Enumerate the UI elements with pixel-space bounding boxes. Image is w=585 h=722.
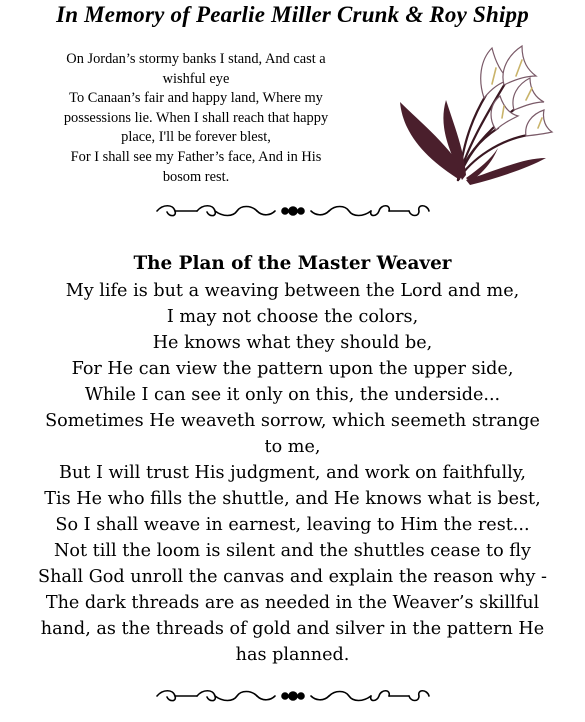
verse-line: bosom rest. bbox=[162, 168, 230, 185]
memorial-title: In Memory of Pearlie Miller Crunk & Roy Shipp bbox=[56, 2, 529, 27]
poem-line: He knows what they should be, bbox=[152, 333, 433, 353]
poem-title: The Plan of the Master Weaver bbox=[133, 253, 452, 274]
verse-line: wishful eye bbox=[162, 70, 230, 87]
scroll-divider-ornament-icon bbox=[0, 688, 585, 704]
scroll-divider-ornament-icon bbox=[0, 203, 585, 219]
poem-line: For He can view the pattern upon the upper side, bbox=[71, 359, 514, 379]
verse-line: On Jordan’s stormy banks I stand, And cast a bbox=[66, 51, 326, 67]
calla-lily-bouquet-icon bbox=[388, 40, 558, 190]
poem-line: So I shall weave in earnest, leaving to Him the rest... bbox=[55, 515, 530, 535]
poem bbox=[0, 250, 585, 668]
poem-line: Tis He who fills the shuttle, and He knows what is best, bbox=[44, 489, 541, 509]
poem-line: has planned. bbox=[235, 645, 350, 665]
verse-line: To Canaan’s fair and happy land, Where my bbox=[69, 90, 323, 107]
poem-line: Shall God unroll the canvas and explain the reason why - bbox=[38, 567, 547, 587]
poem-line: hand, as the threads of gold and silver in the pattern He bbox=[40, 619, 545, 639]
poem-line: to me, bbox=[264, 437, 321, 457]
poem-line: Not till the loom is silent and the shuttles cease to fly bbox=[54, 541, 531, 561]
poem-line: Sometimes He weaveth sorrow, which seemeth strange bbox=[45, 411, 540, 431]
verse-line: place, I'll be forever blest, bbox=[121, 129, 271, 146]
poem-line: But I will trust His judgment, and work on faithfully, bbox=[59, 463, 526, 483]
poem-line: I may not choose the colors, bbox=[166, 307, 419, 327]
verse-line: For I shall see my Father’s face, And in His bbox=[70, 148, 322, 165]
poem-line: While I can see it only on this, the underside... bbox=[84, 385, 501, 405]
poem-line: My life is but a weaving between the Lord and me, bbox=[65, 281, 520, 301]
verse-line: possessions lie. When I shall reach that happy bbox=[63, 109, 329, 126]
poem-line: The dark threads are as needed in the Weaver’s skillful bbox=[45, 593, 540, 613]
hymn-verse bbox=[6, 50, 386, 187]
